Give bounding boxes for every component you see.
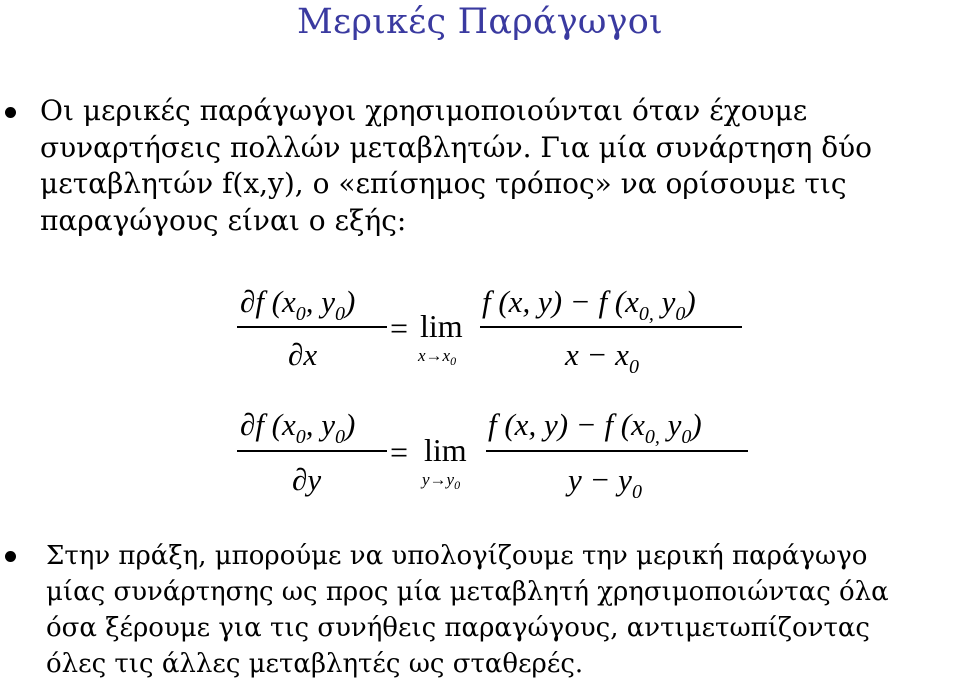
rhs-numerator: f (x, y) − f ($x_{0,}$ $y_0$) (488, 407, 702, 448)
rhs-numerator: f (x, y) − f ($x_{0,}$ $y_0$) (482, 284, 696, 325)
limit-subscript: $y\to y_0$ (422, 470, 461, 492)
lhs-denominator: ∂y (292, 462, 322, 497)
lhs-fraction-bar (237, 450, 387, 452)
rhs-denominator: $y - y_0$ (568, 462, 642, 503)
limit-operator: lim (420, 308, 463, 344)
rhs-denominator: $x - x_0$ (565, 337, 639, 378)
text-span: , ο «επίσημος τρόπος» να ορίσουμε τις (294, 167, 847, 200)
lhs-numerator: ∂f ($x_0$, $y_0$) (240, 407, 356, 448)
paragraph-line: όλες τις άλλες μεταβλητές ως σταθερές. (46, 649, 584, 679)
paragraph-line: μίας συνάρτησης ως προς μία μεταβλητή χρησιμοποιώντας όλα (46, 577, 889, 607)
paragraph-line: συναρτήσεις πολλών μεταβλητών. Για μία συνάρτηση δύο (40, 130, 872, 164)
function-notation: f(x,y) (222, 167, 295, 200)
slide-title: Μερικές Παράγωγοι (297, 2, 663, 42)
paragraph-line: όσα ξέρουμε για τις συνήθεις παραγώγους, αντιμετωπίζοντας (46, 613, 870, 643)
paragraph-line: Στην πράξη, μπορούμε να υπολογίζουμε την μερική παράγωγο (46, 541, 868, 571)
limit-subscript: $x\to x_0$ (418, 346, 457, 368)
paragraph-line: παραγώγους είναι ο εξής: (40, 203, 407, 237)
equals-sign: = (390, 310, 409, 346)
limit-operator: lim (424, 432, 467, 468)
rhs-fraction-bar (486, 450, 748, 452)
paragraph-line: Οι μερικές παράγωγοι χρησιμοποιούνται όταν έχουμε (40, 94, 808, 127)
bullet-marker (5, 551, 16, 562)
text-span: μεταβλητών (40, 167, 223, 200)
lhs-denominator: ∂x (288, 337, 318, 372)
lhs-numerator: ∂f ($x_0$, $y_0$) (240, 284, 356, 325)
equals-sign: = (390, 434, 409, 470)
bullet-paragraph-2 (46, 538, 889, 682)
